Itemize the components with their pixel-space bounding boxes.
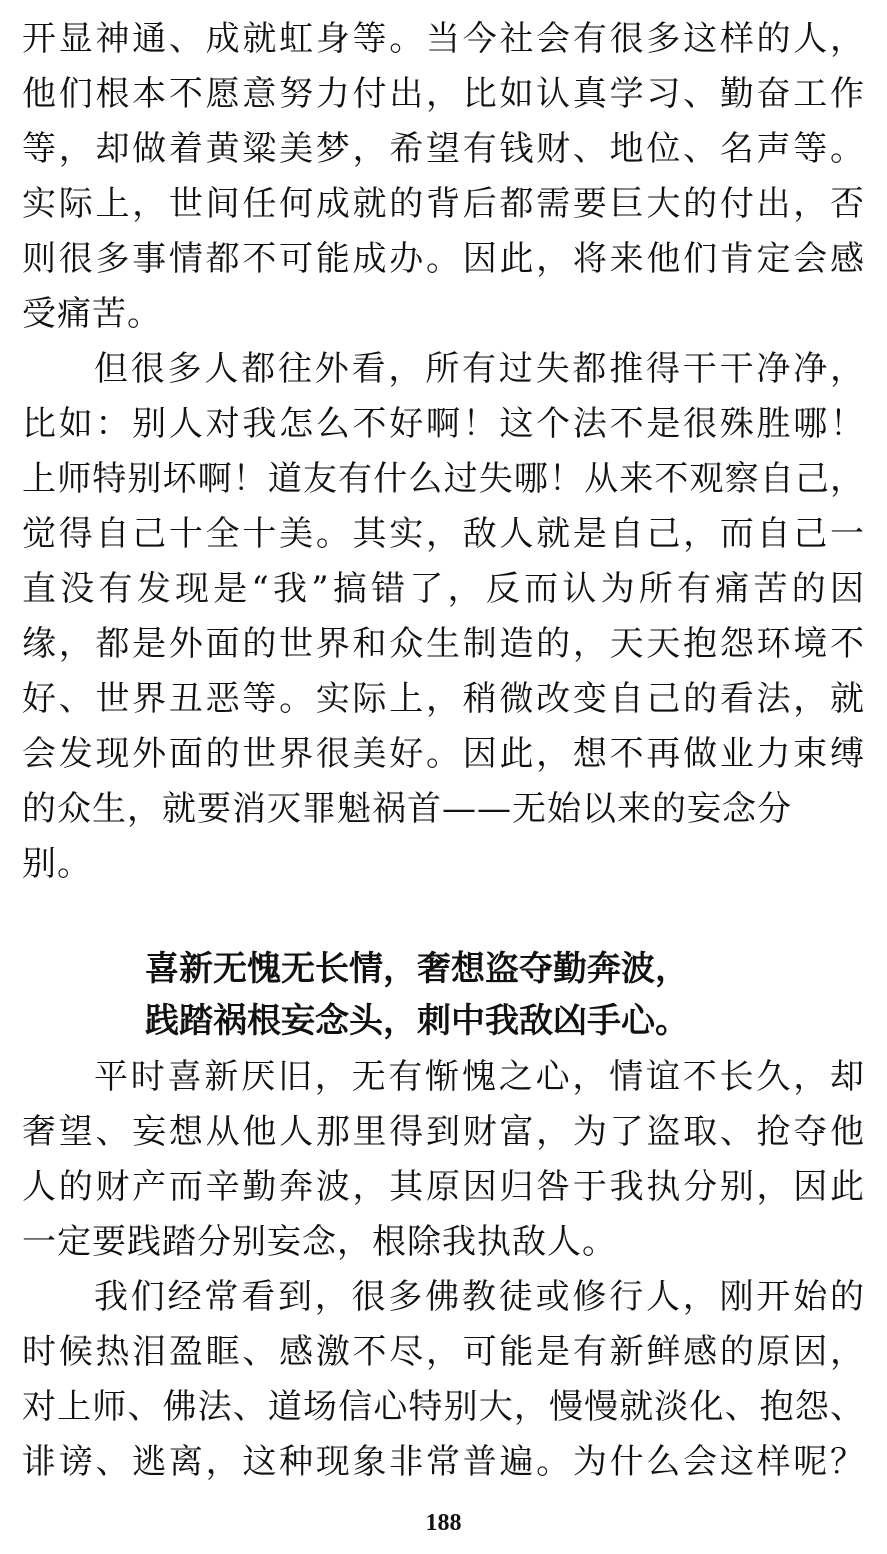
paragraph-1-line-6: 受痛苦。 xyxy=(22,294,162,334)
paragraph-2-line-3: 上师特别坏啊！道友有什么过失哪！从来不观察自己， xyxy=(22,459,865,499)
paragraph-2-line-4: 觉得自己十全十美。其实，敌人就是自己，而自己一 xyxy=(22,514,865,554)
paragraph-4-line-2: 时候热泪盈眶、感激不尽，可能是有新鲜感的原因， xyxy=(22,1332,865,1372)
paragraph-2-line-5: 直没有发现是“我”搞错了，反而认为所有痛苦的因 xyxy=(22,569,865,609)
paragraph-1-line-1: 开显神通、成就虹身等。当今社会有很多这样的人， xyxy=(22,19,865,59)
paragraph-1-line-2: 他们根本不愿意努力付出，比如认真学习、勤奋工作 xyxy=(22,74,865,114)
paragraph-3-line-2: 奢望、妄想从他人那里得到财富，为了盗取、抢夺他 xyxy=(22,1112,865,1152)
paragraph-1-line-4: 实际上，世间任何成就的背后都需要巨大的付出，否 xyxy=(22,184,865,224)
paragraph-3-line-1: 平时喜新厌旧，无有惭愧之心，情谊不长久，却 xyxy=(94,1057,865,1097)
paragraph-2-line-7: 好、世界丑恶等。实际上，稍微改变自己的看法，就 xyxy=(22,679,865,719)
verse-line-2: 践踏祸根妄念头，刺中我敌凶手心。 xyxy=(145,1001,689,1041)
verse-line-1: 喜新无愧无长情，奢想盗夺勤奔波， xyxy=(145,949,689,989)
paragraph-2-line-6: 缘，都是外面的世界和众生制造的，天天抱怨环境不 xyxy=(22,624,865,664)
paragraph-1-line-5: 则很多事情都不可能成办。因此，将来他们肯定会感 xyxy=(22,239,865,279)
page-number: 188 xyxy=(425,1510,462,1536)
paragraph-2-line-2: 比如：别人对我怎么不好啊！这个法不是很殊胜哪！ xyxy=(22,404,865,444)
paragraph-2-line-10: 别。 xyxy=(22,844,92,884)
paragraph-4-line-1: 我们经常看到，很多佛教徒或修行人，刚开始的 xyxy=(94,1277,865,1317)
paragraph-3-line-3: 人的财产而辛勤奔波，其原因归咎于我执分别，因此 xyxy=(22,1167,865,1207)
paragraph-4-line-3: 对上师、佛法、道场信心特别大，慢慢就淡化、抱怨、 xyxy=(22,1387,865,1427)
paragraph-2-line-8: 会发现外面的世界很美好。因此，想不再做业力束缚 xyxy=(22,734,865,774)
paragraph-2-line-1: 但很多人都往外看，所有过失都推得干干净净， xyxy=(94,349,865,389)
paragraph-4-line-4: 诽谤、逃离，这种现象非常普遍。为什么会这样呢？ xyxy=(22,1442,865,1482)
paragraph-2-line-9: 的众生，就要消灭罪魁祸首——无始以来的妄念分 xyxy=(22,789,792,829)
paragraph-3-line-4: 一定要践踏分别妄念，根除我执敌人。 xyxy=(22,1222,617,1262)
paragraph-1-line-3: 等，却做着黄粱美梦，希望有钱财、地位、名声等。 xyxy=(22,129,865,169)
